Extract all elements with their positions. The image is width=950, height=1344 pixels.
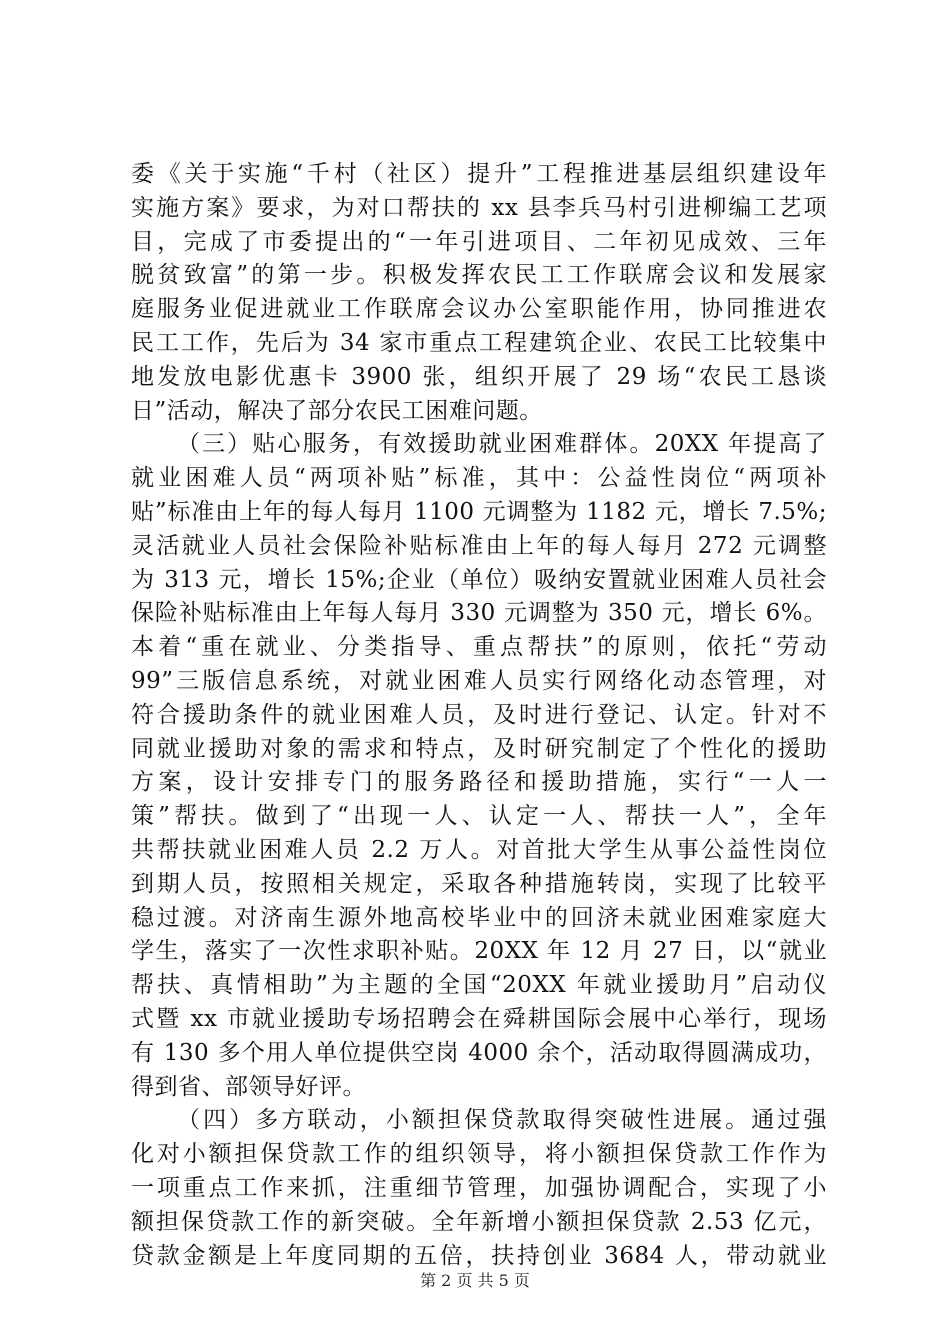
text-line: 为 313 元，增长 15%;企业（单位）吸纳安置就业困难人员社会 bbox=[131, 566, 827, 593]
text-line: 帮扶、真情相助”为主题的全国“20XX 年就业援助月”启动仪 bbox=[131, 972, 827, 999]
text-line: 策”帮扶。做到了“出现一人、认定一人、帮扶一人”，全年 bbox=[131, 803, 827, 830]
text-line: 化对小额担保贷款工作的组织领导，将小额担保贷款工作作为 bbox=[131, 1141, 827, 1168]
text-line: 就业困难人员“两项补贴”标准，其中：公益性岗位“两项补 bbox=[131, 465, 827, 492]
text-line: 目，完成了市委提出的“一年引进项目、二年初见成效、三年 bbox=[131, 228, 827, 255]
text-line: 有 130 多个用人单位提供空岗 4000 余个，活动取得圆满成功， bbox=[131, 1039, 827, 1066]
text-line: 符合援助条件的就业困难人员，及时进行登记、认定。针对不 bbox=[131, 701, 827, 728]
text-line: 方案，设计安排专门的服务路径和援助措施，实行“一人一 bbox=[131, 769, 827, 796]
text-line: 得到省、部领导好评。 bbox=[131, 1073, 366, 1100]
body-text bbox=[131, 158, 827, 1273]
text-line: 一项重点工作来抓，注重细节管理，加强协调配合，实现了小 bbox=[131, 1174, 827, 1201]
text-line: 贴”标准由上年的每人每月 1100 元调整为 1182 元，增长 7.5%; bbox=[131, 498, 827, 525]
text-line: 保险补贴标准由上年每人每月 330 元调整为 350 元，增长 6%。 bbox=[131, 600, 827, 627]
text-line: 贷款金额是上年度同期的五倍，扶持创业 3684 人，带动就业 bbox=[131, 1242, 827, 1269]
text-line: 民工工作，先后为 34 家市重点工程建筑企业、农民工比较集中 bbox=[131, 329, 827, 356]
section-heading-line: （三）贴心服务，有效援助就业困难群体。20XX 年提高了 bbox=[177, 431, 827, 458]
text-line: 额担保贷款工作的新突破。全年新增小额担保贷款 2.53 亿元， bbox=[131, 1208, 827, 1235]
text-line: 学生，落实了一次性求职补贴。20XX 年 12 月 27 日，以“就业 bbox=[131, 938, 827, 965]
text-line: 委《关于实施“千村（社区）提升”工程推进基层组织建设年 bbox=[131, 161, 827, 187]
section-heading-line: （四）多方联动，小额担保贷款取得突破性进展。通过强 bbox=[177, 1107, 827, 1134]
text-line: 地发放电影优惠卡 3900 张，组织开展了 29 场“农民工恳谈 bbox=[131, 363, 827, 390]
text-line: 99”三版信息系统，对就业困难人员实行网络化动态管理，对 bbox=[131, 667, 827, 694]
text-line: 庭服务业促进就业工作联席会议办公室职能作用，协同推进农 bbox=[131, 296, 827, 323]
text-line: 脱贫致富”的第一步。积极发挥农民工工作联席会议和发展家 bbox=[131, 262, 827, 289]
text-line: 同就业援助对象的需求和特点，及时研究制定了个性化的援助 bbox=[131, 735, 827, 762]
text-line: 到期人员，按照相关规定，采取各种措施转岗，实现了比较平 bbox=[131, 870, 827, 897]
text-line: 式暨 xx 市就业援助专场招聘会在舜耕国际会展中心举行，现场 bbox=[131, 1005, 827, 1032]
text-line: 日”活动，解决了部分农民工困难问题。 bbox=[131, 397, 543, 424]
page-number-label: 第 2 页 共 5 页 bbox=[420, 1271, 530, 1290]
text-line: 灵活就业人员社会保险补贴标准由上年的每人每月 272 元调整 bbox=[131, 532, 827, 559]
text-line: 共帮扶就业困难人员 2.2 万人。对首批大学生从事公益性岗位 bbox=[131, 836, 827, 863]
page-footer bbox=[0, 1268, 950, 1291]
text-line: 实施方案》要求，为对口帮扶的 xx 县李兵马村引进柳编工艺项 bbox=[131, 194, 827, 221]
text-line: 本着“重在就业、分类指导、重点帮扶”的原则，依托“劳动 bbox=[131, 634, 827, 661]
text-line: 稳过渡。对济南生源外地高校毕业中的回济未就业困难家庭大 bbox=[131, 904, 827, 931]
